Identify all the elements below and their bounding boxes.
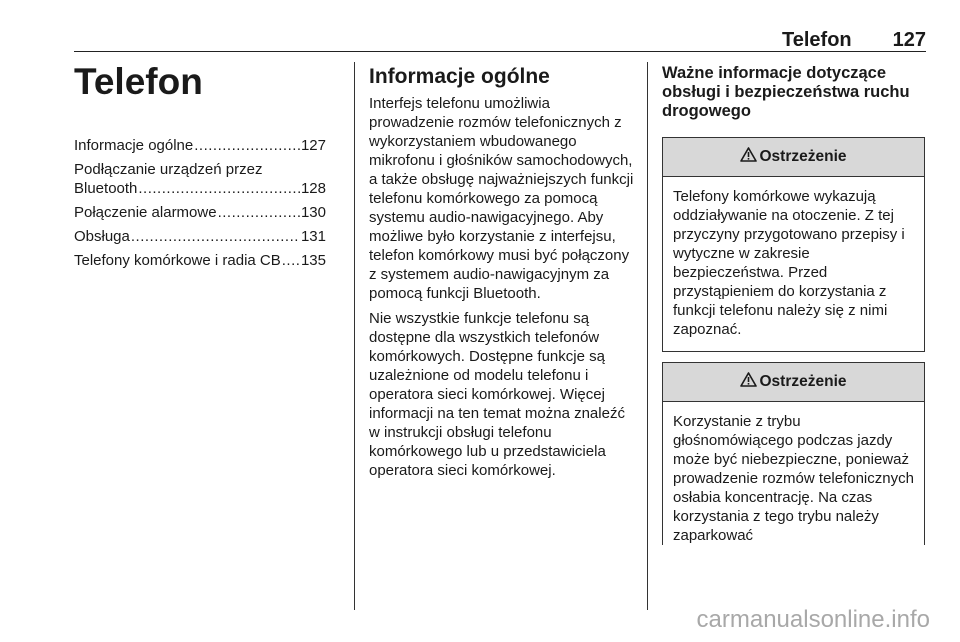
toc-entry-polaczenie-alarmowe[interactable] bbox=[74, 203, 326, 222]
safety-column bbox=[662, 64, 925, 555]
page-number: 127 bbox=[892, 29, 926, 51]
header-rule bbox=[74, 51, 926, 52]
general-info-column bbox=[369, 64, 634, 486]
toc-entry-label-line2: Bluetooth bbox=[74, 180, 138, 197]
toc-entry-obsluga[interactable] bbox=[74, 227, 326, 246]
toc-entry-bluetooth[interactable] bbox=[74, 160, 326, 198]
toc-entry-label: Telefony komórkowe i radia CB bbox=[74, 252, 281, 269]
paragraph-2: Nie wszystkie funkcje telefonu są dostępne dla wszystkich telefonów komórkowych. Dostępne funkcje są uzależnione od modelu telefonu i operatora sieci komórkowej. Więcej informacji na ten temat można znaleźć w instrukcji obsługi telefonu komórkowego lub u przedstawiciela operatora sieci komórkowej. bbox=[369, 310, 625, 479]
toc-entry-label: Obsługa bbox=[74, 228, 130, 245]
warning-header bbox=[663, 363, 924, 402]
warning-box-2 bbox=[662, 362, 925, 545]
subsection-title: Ważne informacje dotyczące obsługi i bezpieczeństwa ruchu drogowego bbox=[662, 64, 910, 120]
toc-entry-informacje-ogolne[interactable] bbox=[74, 136, 326, 155]
warning-header bbox=[663, 138, 924, 177]
toc-entry-page: 131 bbox=[300, 228, 326, 245]
warning-label: Ostrzeżenie bbox=[759, 373, 847, 390]
running-header bbox=[760, 28, 926, 52]
toc-entry-label: Informacje ogólne bbox=[74, 137, 194, 154]
chapter-title: Telefon bbox=[74, 61, 203, 102]
paragraph-1: Interfejs telefonu umożliwia prowadzenie rozmów telefonicznych z wykorzystaniem wbudowanego mikrofonu i głośników samochodowych, a także obsługę najważniejszych funkcji telefonu komórkowego za pomocą systemu audio-nawigacyjnego. Aby możliwe było korzystanie z interfejsu, telefon komórkowy musi być połączony z systemem audio-nawigacyjnym za pomocą funkcji Bluetooth. bbox=[369, 95, 634, 302]
toc-column bbox=[74, 60, 326, 275]
toc-entry-telefony-radia-cb[interactable] bbox=[74, 251, 326, 270]
toc-leader-dots bbox=[218, 203, 300, 222]
toc-leader-dots bbox=[131, 227, 300, 246]
toc-leader-dots bbox=[282, 251, 300, 270]
section-title: Informacje ogólne bbox=[369, 65, 550, 88]
running-header-section: Telefon bbox=[782, 29, 852, 51]
warning-box-1 bbox=[662, 137, 925, 352]
toc-leader-dots bbox=[138, 179, 300, 198]
toc-leader-dots bbox=[194, 136, 300, 155]
toc-entry-label-line1: Podłączanie urządzeń przez bbox=[74, 161, 263, 178]
toc-entry-label: Połączenie alarmowe bbox=[74, 204, 217, 221]
column-divider-1 bbox=[354, 62, 355, 610]
toc-entry-page: 127 bbox=[300, 137, 326, 154]
warning-triangle-icon bbox=[740, 372, 759, 392]
warning-text: Korzystanie z trybu głośnomówiącego podczas jazdy może być niebezpieczne, ponieważ prowadzenie rozmów telefonicznych osłabia koncentrację. Na czas korzystania z tego trybu należy zaparkować bbox=[673, 413, 914, 544]
warning-text: Telefony komórkowe wykazują oddziaływanie na otoczenie. Z tej przyczyny przygotowano przepisy i wytyczne w zakresie bezpieczeństwa. Przed przystąpieniem do korzystania z funkcji telefonu należy się z nimi zapoznać. bbox=[673, 188, 905, 338]
toc-entry-page: 128 bbox=[300, 180, 326, 197]
toc-entry-page: 135 bbox=[300, 252, 326, 269]
warning-label: Ostrzeżenie bbox=[759, 148, 847, 165]
toc-entry-page: 130 bbox=[300, 204, 326, 221]
column-divider-2 bbox=[647, 62, 648, 610]
watermark: carmanualsonline.info bbox=[696, 606, 930, 633]
toc-list bbox=[74, 136, 326, 270]
warning-triangle-icon bbox=[740, 147, 759, 167]
